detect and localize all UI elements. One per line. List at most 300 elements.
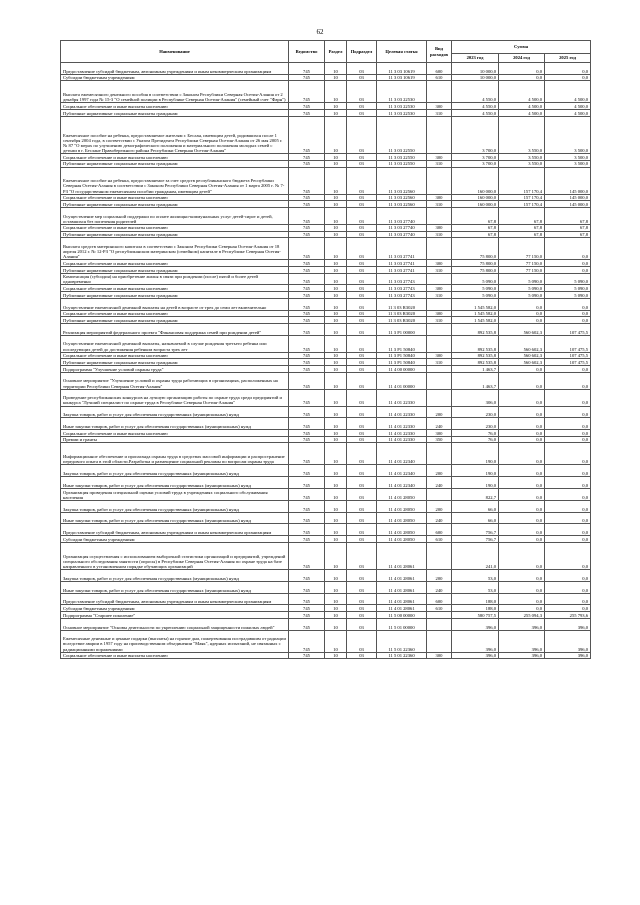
header-2024: 2024 год	[499, 54, 545, 63]
row-kind	[427, 273, 452, 285]
row-sum-2023: 4 550,0	[452, 110, 499, 117]
row-sum-2023: 160 000,0	[452, 201, 499, 208]
row-section: 10	[325, 489, 347, 501]
row-dept: 745	[289, 224, 325, 231]
row-section: 10	[325, 110, 347, 117]
row-sum-2023: 4 550,0	[452, 81, 499, 103]
row-target: 11 3 P1 50840	[377, 352, 427, 359]
header-subsection: Подраздел	[347, 41, 377, 63]
row-sum-2024: 0,0	[499, 63, 545, 75]
row-kind: 310	[427, 201, 452, 208]
row-target: 11 3 03 22530	[377, 103, 427, 110]
row-subsection: 03	[347, 536, 377, 543]
row-sum-2025: 0,0	[545, 406, 591, 418]
table-row	[61, 500, 591, 512]
row-dept: 745	[289, 260, 325, 267]
row-subsection: 03	[347, 167, 377, 194]
row-sum-2025: 0,0	[545, 477, 591, 489]
row-section: 10	[325, 231, 347, 238]
row-name: Социальное обеспечение и иные выплаты населению	[61, 194, 289, 201]
row-name: Публичные нормативные социальные выплаты гражданам	[61, 160, 289, 167]
row-section: 10	[325, 430, 347, 437]
row-kind: 240	[427, 581, 452, 593]
table-row	[61, 352, 591, 359]
row-target: 11 3 P1 00000	[377, 323, 427, 335]
row-name: Публичные нормативные социальные выплаты гражданам	[61, 201, 289, 208]
table-row	[61, 630, 591, 652]
row-subsection: 03	[347, 570, 377, 582]
row-target: 11 3 P1 50840	[377, 359, 427, 366]
row-target: 11 4 01 28061	[377, 593, 427, 605]
row-subsection: 03	[347, 418, 377, 430]
row-subsection: 03	[347, 335, 377, 352]
row-sum-2024: 560 602,3	[499, 323, 545, 335]
row-kind	[427, 298, 452, 310]
row-name: Закупка товаров, работ и услуг для обеспечения государственных (муниципальных) нужд	[61, 465, 289, 477]
header-name: Наименование	[61, 41, 289, 63]
row-section: 10	[325, 366, 347, 373]
row-sum-2024: 0,0	[499, 536, 545, 543]
row-sum-2023: 67,8	[452, 231, 499, 238]
row-name: Закупка товаров, работ и услуг для обеспечения государственных (муниципальных) нужд	[61, 500, 289, 512]
table-row	[61, 372, 591, 389]
row-sum-2024: 4 500,0	[499, 81, 545, 103]
row-dept: 745	[289, 298, 325, 310]
row-sum-2024: 255 094,3	[499, 612, 545, 619]
row-name: Предоставление субсидий бюджетным, автономным учреждениям и иным некоммерческим организациям	[61, 63, 289, 75]
row-sum-2025: 107 475,5	[545, 359, 591, 366]
row-sum-2025: 4 500,0	[545, 110, 591, 117]
row-sum-2024: 0,0	[499, 465, 545, 477]
row-subsection: 03	[347, 406, 377, 418]
row-target: 11 4 01 28061	[377, 542, 427, 569]
row-subsection: 03	[347, 103, 377, 110]
row-subsection: 03	[347, 443, 377, 465]
row-subsection: 03	[347, 618, 377, 630]
row-section: 10	[325, 81, 347, 103]
row-subsection: 03	[347, 63, 377, 75]
row-sum-2024: 0,0	[499, 406, 545, 418]
row-sum-2025: 0,0	[545, 512, 591, 524]
row-kind	[427, 489, 452, 501]
row-sum-2024: 0,0	[499, 317, 545, 324]
row-subsection: 03	[347, 489, 377, 501]
row-sum-2024: 4 500,0	[499, 110, 545, 117]
row-subsection: 03	[347, 154, 377, 161]
row-target: 11 4 01 00000	[377, 372, 427, 389]
row-section: 10	[325, 194, 347, 201]
row-target: 11 4 01 28050	[377, 524, 427, 536]
row-dept: 745	[289, 110, 325, 117]
row-subsection: 03	[347, 630, 377, 652]
row-sum-2025: 0,0	[545, 605, 591, 612]
row-subsection: 03	[347, 593, 377, 605]
row-target: 11 3 03 22530	[377, 81, 427, 103]
row-sum-2025: 4 500,0	[545, 103, 591, 110]
row-section: 10	[325, 418, 347, 430]
row-kind: 300	[427, 352, 452, 359]
row-sum-2024: 560 602,3	[499, 359, 545, 366]
row-kind	[427, 81, 452, 103]
table-row	[61, 103, 591, 110]
row-name: Предоставление субсидий бюджетным, автономным учреждениям и иным некоммерческим организациям	[61, 593, 289, 605]
row-sum-2025: 0,0	[545, 389, 591, 406]
row-name: Социальное обеспечение и иные выплаты населению	[61, 285, 289, 292]
row-section: 10	[325, 536, 347, 543]
row-target: 11 4 01 28050	[377, 512, 427, 524]
row-sum-2024: 77 150,0	[499, 266, 545, 273]
row-target: 11 4 01 22330	[377, 406, 427, 418]
row-kind	[427, 372, 452, 389]
row-sum-2025: 5 090,0	[545, 292, 591, 299]
table-row	[61, 260, 591, 267]
row-name: Выплата средств материнского капитала в соответствии с Законом Республики Северная Осетия-Алания от 18 апреля 2012 г. № 12-РЗ "О республиканском материнском (семейном) капитале в Республике Северная Осетия-Алания"	[61, 238, 289, 260]
row-kind: 240	[427, 477, 452, 489]
row-dept: 745	[289, 618, 325, 630]
table-row	[61, 359, 591, 366]
row-dept: 745	[289, 285, 325, 292]
row-dept: 745	[289, 273, 325, 285]
row-kind: 610	[427, 605, 452, 612]
row-name: Публичные нормативные социальные выплаты гражданам	[61, 359, 289, 366]
row-sum-2023: 1 463,7	[452, 366, 499, 373]
row-section: 10	[325, 317, 347, 324]
table-row	[61, 335, 591, 352]
row-dept: 745	[289, 116, 325, 153]
table-row	[61, 208, 591, 225]
row-sum-2023: 230,0	[452, 418, 499, 430]
row-kind	[427, 116, 452, 153]
row-section: 10	[325, 500, 347, 512]
row-sum-2025: 107 475,5	[545, 352, 591, 359]
row-dept: 745	[289, 500, 325, 512]
row-section: 10	[325, 201, 347, 208]
row-section: 10	[325, 443, 347, 465]
table-row	[61, 512, 591, 524]
row-sum-2024: 157 170,4	[499, 201, 545, 208]
row-sum-2023: 10 000,0	[452, 63, 499, 75]
row-sum-2023: 3 700,0	[452, 154, 499, 161]
row-dept: 745	[289, 238, 325, 260]
row-target: 11 4 01 28061	[377, 581, 427, 593]
row-name: Закупка товаров, работ и услуг для обеспечения государственных (муниципальных) нужд	[61, 406, 289, 418]
row-section: 10	[325, 298, 347, 310]
row-dept: 745	[289, 201, 325, 208]
row-sum-2024: 67,8	[499, 231, 545, 238]
row-sum-2024: 0,0	[499, 430, 545, 437]
row-sum-2024: 0,0	[499, 524, 545, 536]
row-subsection: 03	[347, 298, 377, 310]
row-sum-2024: 0,0	[499, 489, 545, 501]
table-row	[61, 618, 591, 630]
row-kind: 200	[427, 465, 452, 477]
row-name: Подпрограмма "Старшее поколение"	[61, 612, 289, 619]
row-target: 11 5 01 00000	[377, 618, 427, 630]
row-kind: 600	[427, 524, 452, 536]
row-sum-2024: 396,0	[499, 630, 545, 652]
row-dept: 745	[289, 443, 325, 465]
row-sum-2025: 0,0	[545, 372, 591, 389]
row-dept: 745	[289, 208, 325, 225]
row-sum-2024: 3 550,0	[499, 116, 545, 153]
row-dept: 745	[289, 335, 325, 352]
table-row	[61, 542, 591, 569]
header-sum: Сумма	[452, 41, 591, 54]
row-section: 10	[325, 285, 347, 292]
row-subsection: 03	[347, 372, 377, 389]
row-kind: 310	[427, 231, 452, 238]
row-kind: 300	[427, 260, 452, 267]
row-dept: 745	[289, 542, 325, 569]
table-row	[61, 570, 591, 582]
row-sum-2024: 560 602,3	[499, 335, 545, 352]
row-target: 11 4 01 22340	[377, 443, 427, 465]
row-section: 10	[325, 465, 347, 477]
table-body	[61, 63, 591, 659]
row-kind: 300	[427, 154, 452, 161]
row-kind	[427, 208, 452, 225]
row-sum-2025: 0,0	[545, 418, 591, 430]
row-target: 11 3 03 R3020	[377, 310, 427, 317]
row-target: 11 3 03 22560	[377, 201, 427, 208]
table-row	[61, 273, 591, 285]
row-kind: 300	[427, 194, 452, 201]
row-kind	[427, 366, 452, 373]
row-sum-2023: 67,8	[452, 208, 499, 225]
row-subsection: 03	[347, 366, 377, 373]
row-kind: 310	[427, 292, 452, 299]
row-target: 11 4 01 22330	[377, 389, 427, 406]
row-sum-2025: 145 000,0	[545, 201, 591, 208]
row-section: 10	[325, 160, 347, 167]
row-sum-2025: 5 090,0	[545, 285, 591, 292]
row-name: Ежемесячные денежные и ценные подарки (выплаты) на горячие дни, пожертвования пострадавшим от радиации вследствие аварии в 1957 году на производственном объединении "Маяк", ядерных испытаний, не связанных с радиационными поражениями	[61, 630, 289, 652]
row-target: 11 3 03 22550	[377, 160, 427, 167]
table-row	[61, 224, 591, 231]
row-kind: 200	[427, 406, 452, 418]
row-kind: 300	[427, 430, 452, 437]
row-subsection: 03	[347, 273, 377, 285]
row-sum-2024: 0,0	[499, 605, 545, 612]
row-name: Компенсация (субсидия) на приобретение жилья в связи при рождении (после) пятой и более детей одновременно	[61, 273, 289, 285]
table-row	[61, 310, 591, 317]
row-subsection: 03	[347, 323, 377, 335]
row-name: Социальное обеспечение и иные выплаты населению	[61, 352, 289, 359]
table-row	[61, 285, 591, 292]
row-name: Премии и гранты	[61, 436, 289, 443]
table-row	[61, 154, 591, 161]
row-kind: 310	[427, 317, 452, 324]
row-kind: 310	[427, 110, 452, 117]
row-sum-2024: 0,0	[499, 542, 545, 569]
row-name: Субсидии бюджетным учреждениям	[61, 536, 289, 543]
row-sum-2025: 396,0	[545, 618, 591, 630]
row-sum-2024: 0,0	[499, 593, 545, 605]
header-row	[61, 41, 591, 54]
table-row	[61, 292, 591, 299]
row-target: 11 3 03 R3020	[377, 317, 427, 324]
row-sum-2024: 0,0	[499, 298, 545, 310]
row-subsection: 03	[347, 605, 377, 612]
row-sum-2023: 66,0	[452, 512, 499, 524]
row-subsection: 03	[347, 74, 377, 81]
page-number: 62	[316, 28, 324, 36]
row-dept: 745	[289, 630, 325, 652]
row-sum-2025: 3 500,0	[545, 116, 591, 153]
row-section: 10	[325, 581, 347, 593]
row-sum-2024: 0,0	[499, 372, 545, 389]
row-section: 10	[325, 63, 347, 75]
row-name: Осуществление ежемесячной денежной выплаты на детей в возрасте от трех до семи лет включительно	[61, 298, 289, 310]
row-target: 11 4 01 22330	[377, 436, 427, 443]
row-sum-2023: 5 090,0	[452, 273, 499, 285]
row-sum-2024: 0,0	[499, 366, 545, 373]
row-dept: 745	[289, 652, 325, 659]
row-dept: 745	[289, 570, 325, 582]
table-row	[61, 366, 591, 373]
row-dept: 745	[289, 593, 325, 605]
row-section: 10	[325, 630, 347, 652]
row-dept: 745	[289, 231, 325, 238]
row-name: Социальное обеспечение и иные выплаты населению	[61, 652, 289, 659]
row-target: 11 5 00 00000	[377, 612, 427, 619]
row-kind: 300	[427, 285, 452, 292]
row-sum-2023: 66,0	[452, 500, 499, 512]
row-sum-2023: 76,0	[452, 430, 499, 437]
row-sum-2024: 77 150,0	[499, 238, 545, 260]
row-sum-2025: 3 500,0	[545, 154, 591, 161]
row-sum-2024: 5 090,0	[499, 273, 545, 285]
row-sum-2023: 230,0	[452, 406, 499, 418]
row-subsection: 03	[347, 224, 377, 231]
row-sum-2023: 756,7	[452, 524, 499, 536]
row-dept: 745	[289, 74, 325, 81]
row-subsection: 03	[347, 512, 377, 524]
row-target: 11 3 03 27740	[377, 231, 427, 238]
row-dept: 745	[289, 103, 325, 110]
row-section: 10	[325, 593, 347, 605]
row-sum-2024: 157 170,4	[499, 167, 545, 194]
row-sum-2023: 190,0	[452, 477, 499, 489]
row-sum-2023: 396,0	[452, 618, 499, 630]
row-sum-2024: 67,8	[499, 208, 545, 225]
row-target: 11 4 01 28050	[377, 489, 427, 501]
row-dept: 745	[289, 194, 325, 201]
row-dept: 745	[289, 581, 325, 593]
row-subsection: 03	[347, 238, 377, 260]
row-dept: 745	[289, 292, 325, 299]
row-kind: 200	[427, 500, 452, 512]
row-sum-2024: 5 090,0	[499, 285, 545, 292]
row-kind: 610	[427, 74, 452, 81]
row-sum-2025: 0,0	[545, 489, 591, 501]
row-name: Иные закупки товаров, работ и услуг для обеспечения государственных (муниципальных) нужд	[61, 477, 289, 489]
row-sum-2025: 0,0	[545, 266, 591, 273]
row-dept: 745	[289, 167, 325, 194]
row-sum-2023: 75 800,0	[452, 238, 499, 260]
row-name: Социальное обеспечение и иные выплаты населению	[61, 154, 289, 161]
table-row	[61, 430, 591, 437]
row-section: 10	[325, 406, 347, 418]
row-target: 11 4 01 28050	[377, 500, 427, 512]
row-kind: 200	[427, 570, 452, 582]
row-name: Публичные нормативные социальные выплаты гражданам	[61, 317, 289, 324]
row-dept: 745	[289, 81, 325, 103]
row-section: 10	[325, 292, 347, 299]
row-section: 10	[325, 524, 347, 536]
row-subsection: 03	[347, 542, 377, 569]
row-sum-2024: 0,0	[499, 74, 545, 81]
row-section: 10	[325, 103, 347, 110]
row-target: 11 3 03 27740	[377, 208, 427, 225]
row-name: Ежемесячное пособие на ребенка, предоставляемое жителям г. Беслан, имеющим детей, родившихся после 1 сентября 2004 года, в соответствии с Указом Президента Республики Северная Осетия-Алания от 26 мая 2005 г. № 87 "О мерах по улучшению демографического положения и материального положения молодых семей с детьми в г. Беслане Правобережного района Республики Северная Осетия-Алания"	[61, 116, 289, 153]
table-row	[61, 81, 591, 103]
row-section: 10	[325, 310, 347, 317]
row-sum-2025: 0,0	[545, 74, 591, 81]
row-section: 10	[325, 74, 347, 81]
row-dept: 745	[289, 266, 325, 273]
row-sum-2024: 396,0	[499, 652, 545, 659]
row-sum-2024: 4 500,0	[499, 103, 545, 110]
header-target: Целевая статья	[377, 41, 427, 63]
row-dept: 745	[289, 372, 325, 389]
table-row	[61, 605, 591, 612]
row-target: 11 3 P1 50840	[377, 335, 427, 352]
row-kind	[427, 443, 452, 465]
row-sum-2024: 0,0	[499, 500, 545, 512]
row-section: 10	[325, 570, 347, 582]
table-row	[61, 536, 591, 543]
row-dept: 745	[289, 477, 325, 489]
row-sum-2023: 1 545 582,0	[452, 310, 499, 317]
row-sum-2023: 3 700,0	[452, 116, 499, 153]
row-section: 10	[325, 273, 347, 285]
table-row	[61, 465, 591, 477]
table-row	[61, 110, 591, 117]
row-sum-2023: 396,0	[452, 630, 499, 652]
row-name: Публичные нормативные социальные выплаты гражданам	[61, 110, 289, 117]
row-dept: 745	[289, 406, 325, 418]
row-section: 10	[325, 612, 347, 619]
row-name: Иные закупки товаров, работ и услуг для обеспечения государственных (муниципальных) нужд	[61, 418, 289, 430]
row-kind	[427, 335, 452, 352]
row-section: 10	[325, 260, 347, 267]
row-target: 11 3 03 22530	[377, 110, 427, 117]
row-sum-2025: 0,0	[545, 260, 591, 267]
row-subsection: 03	[347, 201, 377, 208]
row-name: Осуществление мер социальной поддержки по оплате жилищно-коммунальных услуг детей-сирот и детей, оставшихся без попечения родителей	[61, 208, 289, 225]
row-sum-2025: 145 000,0	[545, 194, 591, 201]
row-sum-2023: 892 535,8	[452, 323, 499, 335]
row-sum-2023: 67,8	[452, 224, 499, 231]
row-sum-2024: 0,0	[499, 389, 545, 406]
row-sum-2025: 0,0	[545, 430, 591, 437]
row-name: Закупка товаров, работ и услуг для обеспечения государственных (муниципальных) нужд	[61, 570, 289, 582]
row-section: 10	[325, 352, 347, 359]
table-row	[61, 477, 591, 489]
row-sum-2025: 0,0	[545, 317, 591, 324]
row-section: 10	[325, 154, 347, 161]
row-dept: 745	[289, 389, 325, 406]
row-sum-2025: 0,0	[545, 500, 591, 512]
row-name: Субсидии бюджетным учреждениям	[61, 605, 289, 612]
row-section: 10	[325, 224, 347, 231]
row-sum-2024: 77 150,0	[499, 260, 545, 267]
row-sum-2025: 255 793,6	[545, 612, 591, 619]
row-sum-2025: 5 090,0	[545, 273, 591, 285]
row-target: 11 4 01 22330	[377, 430, 427, 437]
row-name: Основное мероприятие "Улучшение условий и охраны труда работающих в организациях, расположенных на территории Республики Северная Осетия-Алания"	[61, 372, 289, 389]
